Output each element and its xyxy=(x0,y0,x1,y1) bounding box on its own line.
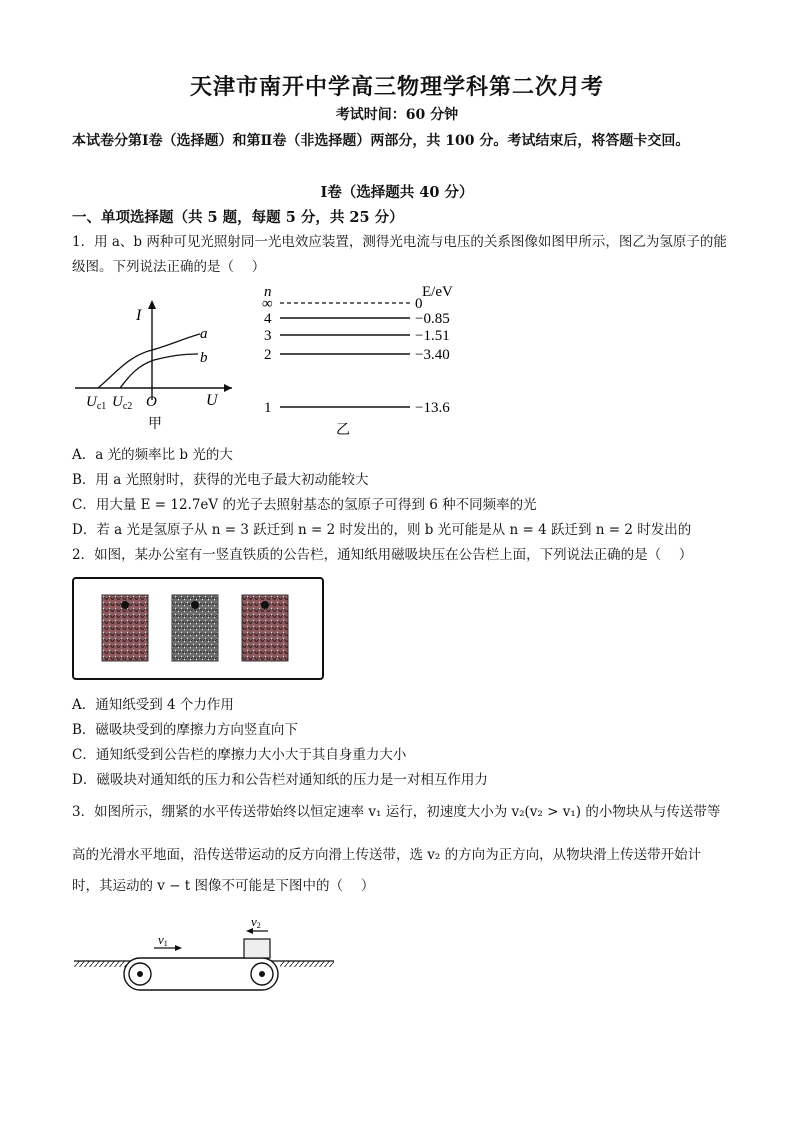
level-n-value: ∞ xyxy=(262,296,273,312)
axis-i-label: I xyxy=(136,307,142,324)
conveyor-belt-figure xyxy=(72,910,336,998)
question-3-line-1: 3．如图所示，绷紧的水平传送带始终以恒定速率 v₁ 运行，初速度大小为 v₂(v₂ > v₁) 的小物块从与传送带等 xyxy=(72,804,721,820)
question-2-stem: 2．如图，某办公室有一竖直铁质的公告栏，通知纸用磁吸块压在公告栏上面，下列说法正确的是（ ） xyxy=(72,547,693,563)
axis-u-label: U xyxy=(206,392,218,409)
question-1-option-d: D．若 a 光是氢原子从 n = 3 跃迁到 n = 2 时发出的，则 b 光可能是从 n = 4 跃迁到 n = 2 时发出的 xyxy=(72,522,692,538)
uc2-label: $U_{c2}$ xyxy=(112,394,133,412)
exam-duration: 考试时间：60 分钟 xyxy=(335,107,459,123)
curve-b-label: b xyxy=(200,350,208,366)
question-1-option-b: B．用 a 光照射时，获得的光电子最大初动能较大 xyxy=(72,472,369,488)
level-energy-header: E/eV xyxy=(422,284,453,300)
magnet-block xyxy=(191,601,199,609)
question-2-option-a: A．通知纸受到 4 个力作用 xyxy=(72,697,234,713)
exam-instructions: 本试卷分第Ⅰ卷（选择题）和第Ⅱ卷（非选择题）两部分，共 100 分。考试结束后，将答题卡交回。 xyxy=(72,133,690,149)
level-n-value: 4 xyxy=(264,311,272,327)
level-n-header: n xyxy=(264,284,272,300)
question-3-line-3: 时，其运动的 v − t 图像不可能是下图中的（ ） xyxy=(72,878,375,894)
level-energy-value: −1.51 xyxy=(415,328,450,344)
figure-jia-caption: 甲 xyxy=(148,417,162,432)
small-block xyxy=(244,939,270,958)
question-2-option-d: D．磁吸块对通知纸的压力和公告栏对通知纸的压力是一对相互作用力 xyxy=(72,772,488,788)
section-title: Ⅰ卷（选择题共 40 分） xyxy=(320,184,474,201)
figure-yi-caption: 乙 xyxy=(336,423,350,438)
bulletin-board-figure xyxy=(72,577,324,681)
question-1-option-a: A．a 光的频率比 b 光的大 xyxy=(72,447,233,463)
level-energy-value: −0.85 xyxy=(415,311,450,327)
origin-label: O xyxy=(146,394,157,410)
v2-label: v2 xyxy=(251,914,261,930)
exam-title: 天津市南开中学高三物理学科第二次月考 xyxy=(189,74,604,100)
part-title: 一、单项选择题（共 5 题，每题 5 分，共 25 分） xyxy=(72,209,404,226)
level-energy-value: 0 xyxy=(415,296,423,312)
level-n-value: 1 xyxy=(264,400,272,416)
question-1-figures xyxy=(70,282,490,442)
ground-hatch xyxy=(280,961,334,967)
question-2-option-b: B．磁吸块受到的摩擦力方向竖直向下 xyxy=(72,722,298,738)
level-n-value: 2 xyxy=(264,347,272,363)
level-energy-value: −13.6 xyxy=(415,400,450,416)
curve-a-label: a xyxy=(200,326,208,342)
v1-label: v1 xyxy=(158,932,168,948)
question-1-stem: 1．用 a、b 两种可见光照射同一光电效应装置，测得光电流与电压的关系图像如图甲所示，图乙为氢原子的能级图。下列说法正确的是（ ） xyxy=(72,234,727,275)
question-1-option-c: C．用大量 E = 12.7eV 的光子去照射基态的氢原子可得到 6 种不同频率的光 xyxy=(72,497,537,513)
photoelectric-iu-graph xyxy=(75,300,232,432)
level-n-value: 3 xyxy=(264,328,272,344)
hydrogen-energy-level-diagram xyxy=(262,284,453,438)
uc1-label: $U_{c1}$ xyxy=(86,394,107,412)
magnet-block xyxy=(121,601,129,609)
level-energy-value: −3.40 xyxy=(415,347,450,363)
magnet-block xyxy=(261,601,269,609)
question-2-option-c: C．通知纸受到公告栏的摩擦力大小大于其自身重力大小 xyxy=(72,747,407,763)
ground-hatch xyxy=(74,961,126,967)
question-3-line-2: 高的光滑水平地面，沿传送带运动的反方向滑上传送带，选 v₂ 的方向为正方向，从物块滑上传送带开始计 xyxy=(72,847,702,863)
